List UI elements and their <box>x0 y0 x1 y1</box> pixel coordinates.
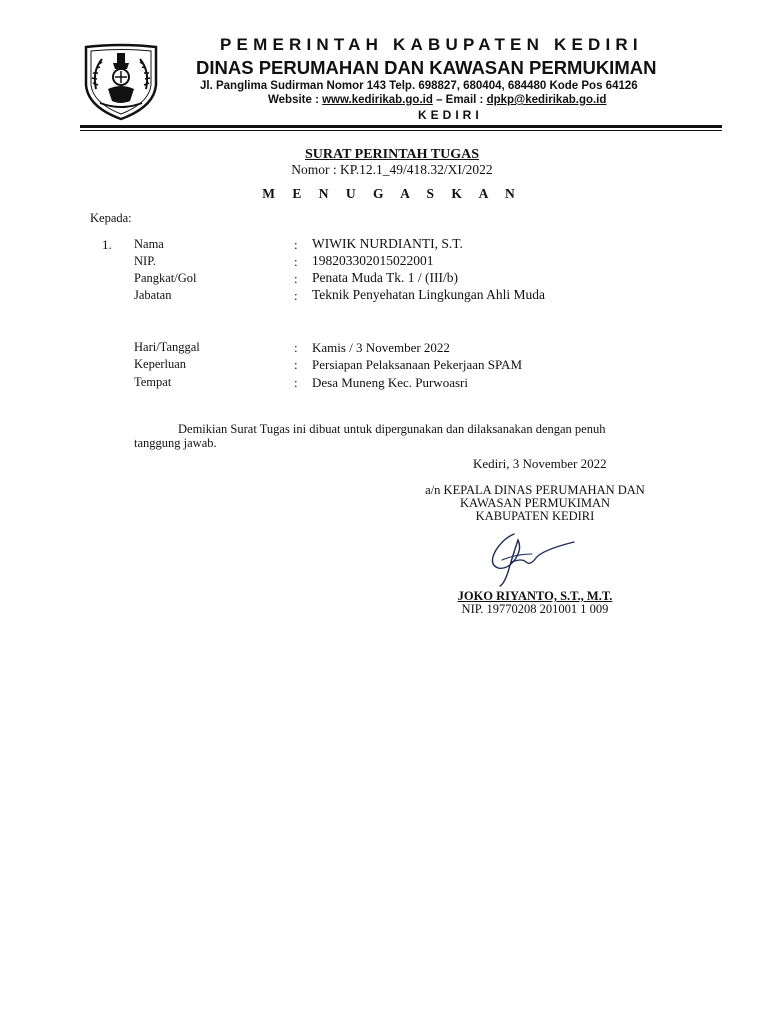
recipient-intro: Kepada: <box>90 211 132 225</box>
field-value-nip: 198203302015022001 <box>312 253 434 268</box>
signature-on-behalf-line1: a/n KEPALA DINAS PERUMAHAN DAN <box>425 483 645 497</box>
field-colon: : <box>294 254 298 269</box>
assignee-index: 1. <box>102 237 112 252</box>
field-label-keperluan: Keperluan <box>134 357 187 371</box>
signatory-nip: NIP. 19770208 201001 1 009 <box>461 602 609 616</box>
letterhead-agency: DINAS PERUMAHAN DAN KAWASAN PERMUKIMAN <box>196 57 657 78</box>
letter-number: Nomor : KP.12.1_49/418.32/XI/2022 <box>291 162 493 177</box>
website-label: Website : <box>268 94 323 106</box>
field-value-jabatan: Teknik Penyehatan Lingkungan Ahli Muda <box>312 287 546 302</box>
field-value-pangkat: Penata Muda Tk. 1 / (III/b) <box>312 270 458 285</box>
field-label-pangkat: Pangkat/Gol <box>134 271 197 285</box>
field-label-jabatan: Jabatan <box>134 288 172 302</box>
email-link[interactable]: dpkp@kedirikab.go.id <box>486 94 607 106</box>
field-value-keperluan: Persiapan Pelaksanaan Pekerjaan SPAM <box>312 357 523 372</box>
field-value-nama: WIWIK NURDIANTI, S.T. <box>312 236 463 251</box>
letterhead-thick-rule <box>80 125 722 128</box>
letter-title: SURAT PERINTAH TUGAS <box>304 147 479 162</box>
field-colon: : <box>294 237 298 252</box>
letterhead-city: KEDIRI <box>418 108 483 122</box>
field-colon: : <box>294 288 298 303</box>
letterhead-contact <box>268 94 606 106</box>
field-colon: : <box>294 357 298 372</box>
closing-paragraph-line2: tanggung jawab. <box>134 436 217 450</box>
field-label-nip: NIP. <box>134 254 156 268</box>
field-colon: : <box>294 271 298 286</box>
signature-on-behalf-line3: KABUPATEN KEDIRI <box>475 509 595 523</box>
signature-place-date: Kediri, 3 November 2022 <box>473 456 607 471</box>
website-link[interactable]: www.kedirikab.go.id <box>322 94 433 106</box>
handwritten-signature <box>482 528 582 590</box>
letterhead-government: PEMERINTAH KABUPATEN KEDIRI <box>220 35 643 54</box>
field-label-hari-tanggal: Hari/Tanggal <box>134 340 200 354</box>
letter-heading: M E N U G A S K A N <box>262 186 522 201</box>
signatory-name: JOKO RIYANTO, S.T., M.T. <box>457 589 613 603</box>
kediri-coat-of-arms-logo <box>78 41 164 121</box>
letterhead-address: Jl. Panglima Sudirman Nomor 143 Telp. 698827, 680404, 684480 Kode Pos 64126 <box>200 80 638 92</box>
email-label: – Email : <box>432 94 487 106</box>
field-label-tempat: Tempat <box>134 375 172 389</box>
field-colon: : <box>294 375 298 390</box>
field-label-nama: Nama <box>134 237 164 251</box>
field-colon: : <box>294 340 298 355</box>
field-value-hari-tanggal: Kamis / 3 November 2022 <box>312 340 450 355</box>
signature-on-behalf-line2: KAWASAN PERMUKIMAN <box>459 496 611 510</box>
letterhead-thin-rule <box>80 130 722 131</box>
closing-paragraph-line1: Demikian Surat Tugas ini dibuat untuk dipergunakan dan dilaksanakan dengan penuh <box>178 422 606 436</box>
field-value-tempat: Desa Muneng Kec. Purwoasri <box>312 375 468 390</box>
